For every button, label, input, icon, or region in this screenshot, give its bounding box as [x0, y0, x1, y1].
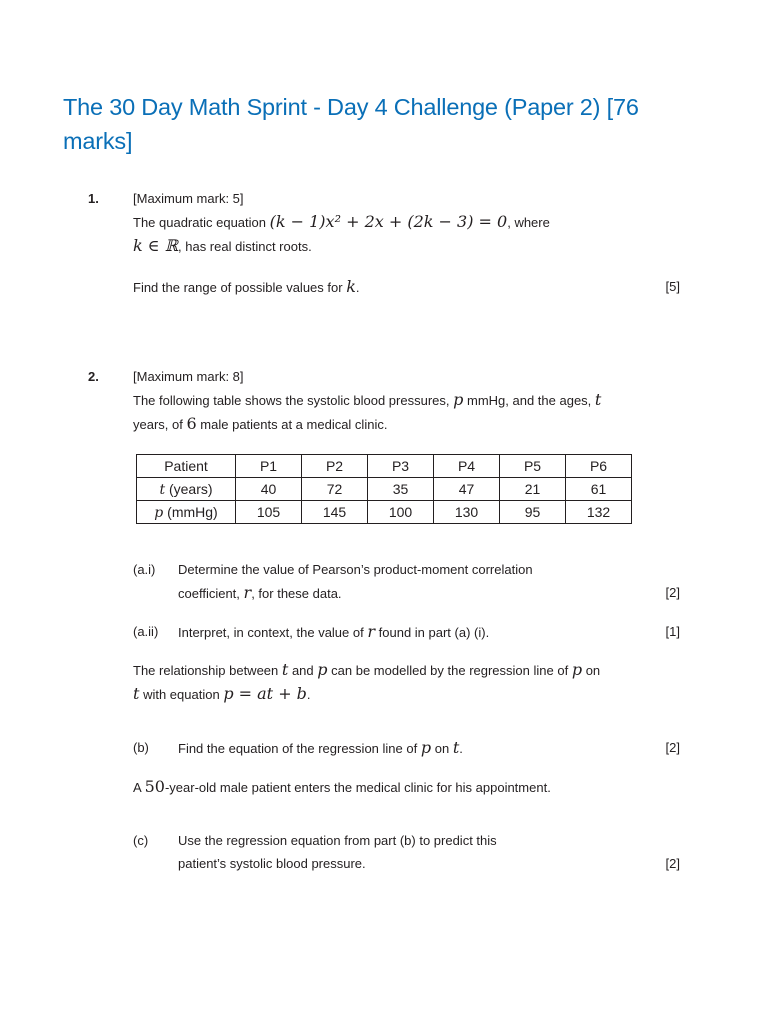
part-aii-label: (a.ii)	[133, 624, 159, 639]
part-b-marks: [2]	[665, 740, 680, 755]
table-cell: 61	[566, 478, 632, 501]
question-2-intro	[133, 365, 693, 436]
part-ai-marks: [2]	[665, 585, 680, 600]
table-cell: 40	[236, 478, 302, 501]
title-marks: [76 marks]	[63, 94, 639, 154]
table-cell: P6	[566, 455, 632, 478]
table-row	[137, 501, 632, 524]
q1-statement-line1: The quadratic equation (k − 1)x² + 2x + (2k − 3) = 0, where	[133, 212, 550, 231]
table-cell: 35	[368, 478, 434, 501]
part-c-marks: [2]	[665, 856, 680, 871]
table-cell: 132	[566, 501, 632, 524]
q2-intro-line1: The following table shows the systolic blood pressures, p mmHg, and the ages, t	[133, 390, 602, 409]
question-1-number: 1.	[88, 191, 99, 206]
table-cell: 95	[500, 501, 566, 524]
table-row	[137, 478, 632, 501]
table-cell: P2	[302, 455, 368, 478]
regression-intro: The relationship between t and p can be modelled by the regression line of p on t with equation p = at + b.	[133, 660, 601, 703]
q1-max-mark: [Maximum mark: 5]	[133, 191, 244, 206]
table-cell: P1	[236, 455, 302, 478]
part-c-text: Use the regression equation from part (b) to predict this patient’s systolic blood pressure.	[178, 833, 497, 871]
q2-max-mark: [Maximum mark: 8]	[133, 369, 244, 384]
table-cell: 21	[500, 478, 566, 501]
q1-equation: (k − 1)x² + 2x + (2k − 3) = 0	[269, 212, 508, 231]
title-main: The 30 Day Math Sprint - Day 4 Challenge (Paper 2)	[63, 94, 601, 120]
table-row	[137, 455, 632, 478]
page-title	[63, 90, 703, 158]
part-b-label: (b)	[133, 740, 149, 755]
table-cell: 72	[302, 478, 368, 501]
table-cell: P5	[500, 455, 566, 478]
q1-domain: k ∈ ℝ	[133, 236, 179, 255]
table-cell: 105	[236, 501, 302, 524]
table-header-patient: Patient	[137, 455, 236, 478]
q2-intro-line2: years, of 6 male patients at a medical clinic.	[133, 414, 388, 433]
table-header-age: t (years)	[137, 478, 236, 501]
q1-marks: [5]	[665, 279, 680, 294]
patient-data-table	[136, 454, 632, 524]
patient-scenario: A 50-year-old male patient enters the medical clinic for his appointment.	[133, 777, 551, 796]
table-cell: P4	[434, 455, 500, 478]
question-1-body	[133, 187, 693, 258]
question-2-number: 2.	[88, 369, 99, 384]
part-ai-label: (a.i)	[133, 562, 156, 577]
table-header-pressure: p (mmHg)	[137, 501, 236, 524]
q1-statement-line2: k ∈ ℝ, has real distinct roots.	[133, 236, 312, 255]
table-cell: 100	[368, 501, 434, 524]
part-ai-text: Determine the value of Pearson’s product-moment correlation coefficient, r, for these data.	[178, 562, 533, 602]
table-cell: P3	[368, 455, 434, 478]
q1-task: Find the range of possible values for k.	[133, 277, 360, 296]
part-aii-marks: [1]	[665, 624, 680, 639]
regression-equation: p = at + b	[223, 684, 307, 703]
table-cell: 47	[434, 478, 500, 501]
part-aii-text: Interpret, in context, the value of r found in part (a) (i).	[178, 622, 490, 641]
part-c-label: (c)	[133, 833, 149, 848]
table-cell: 145	[302, 501, 368, 524]
table-cell: 130	[434, 501, 500, 524]
part-b-text: Find the equation of the regression line of p on t.	[178, 738, 463, 757]
